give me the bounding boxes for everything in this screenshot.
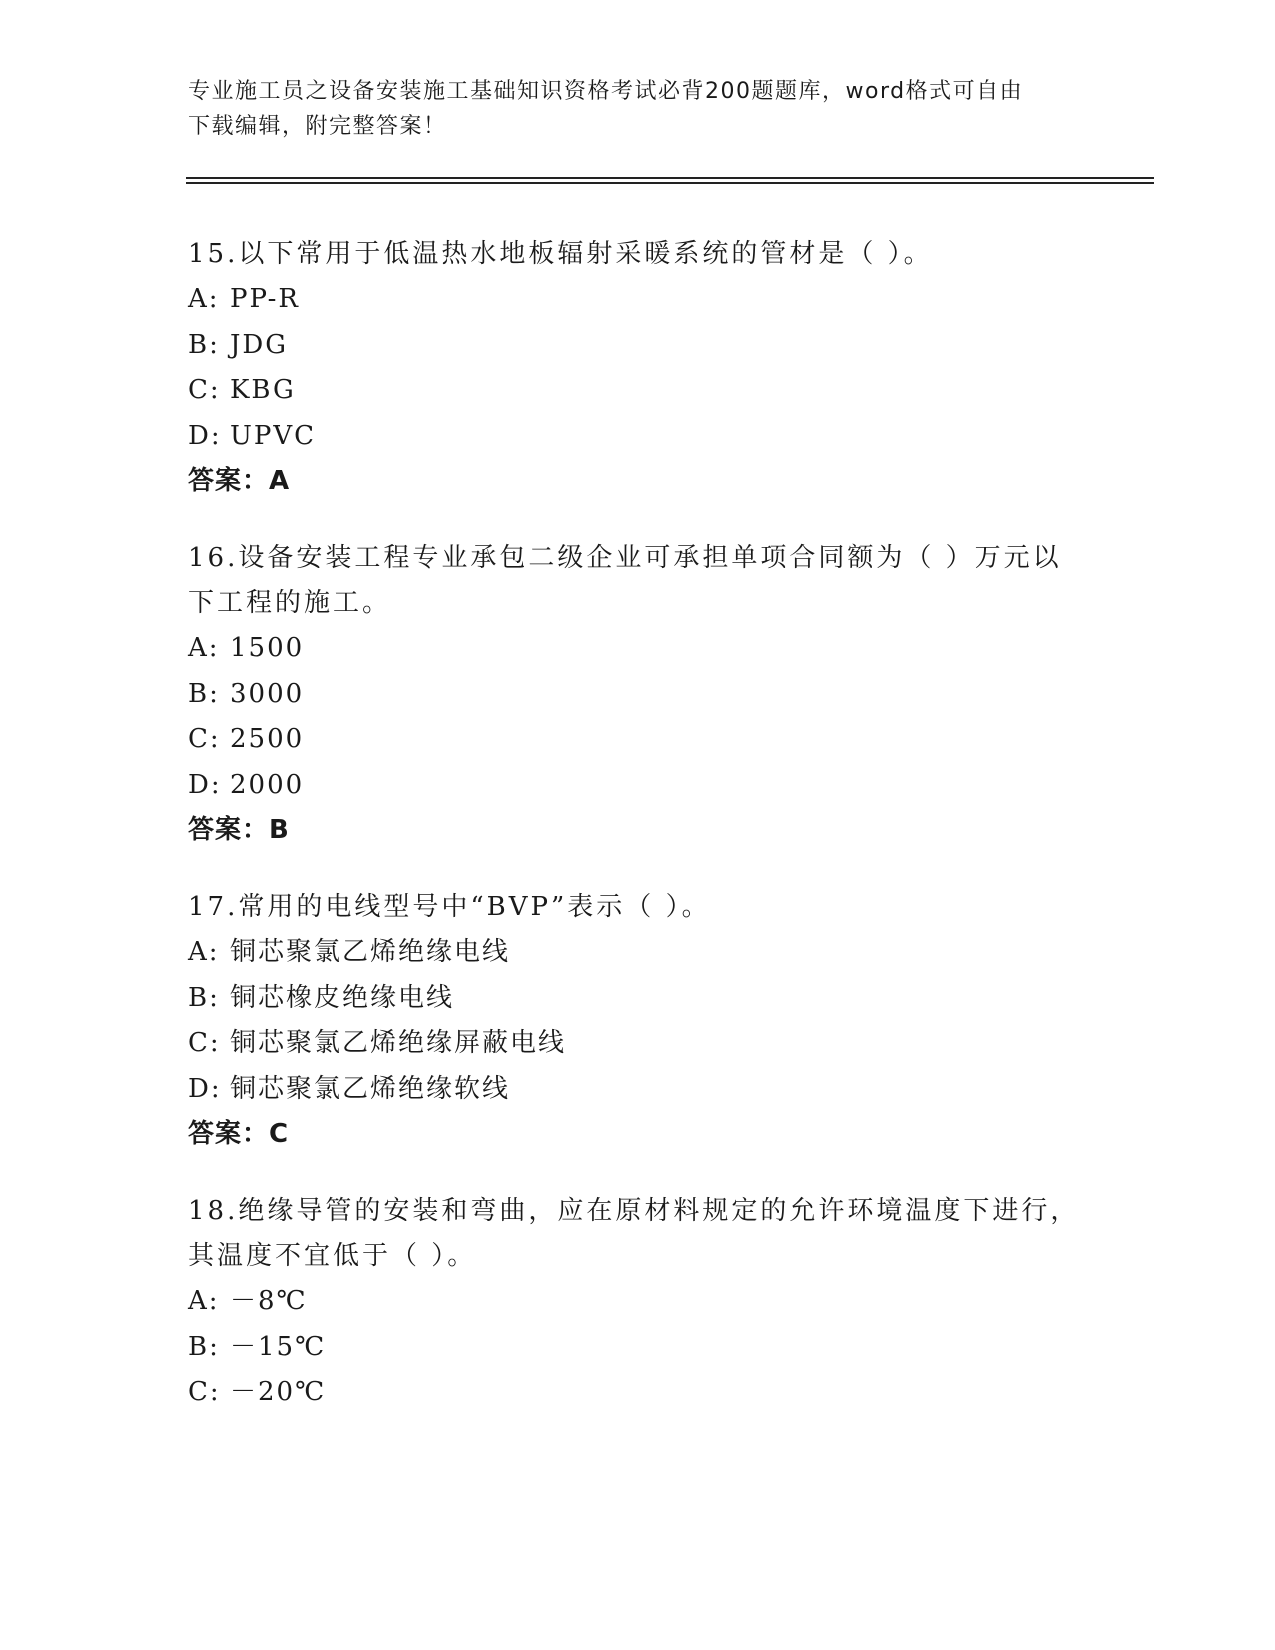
option-key: C: — [188, 375, 221, 405]
option-key: A: — [188, 633, 220, 663]
option-row — [188, 323, 1088, 369]
answer-line: 答案：C — [188, 1119, 290, 1149]
option-text: 铜芯聚氯乙烯绝缘电线 — [230, 937, 511, 967]
option-text: 铜芯聚氯乙烯绝缘软线 — [230, 1073, 511, 1104]
question-stem: 其温度不宜低于（ ）。 — [188, 1241, 477, 1271]
header-line-2: 下载编辑，附完整答案！ — [188, 114, 447, 139]
question-block — [188, 885, 1088, 1157]
option-text: 2000 — [230, 769, 305, 800]
option-key: C: — [188, 1377, 221, 1407]
option-text: 铜芯橡皮绝缘电线 — [230, 982, 455, 1013]
option-row — [188, 1021, 1088, 1067]
option-key: A: — [188, 284, 220, 314]
question-block — [188, 232, 1088, 504]
question-stem: 16.设备安装工程专业承包二级企业可承担单项合同额为（ ）万元以 — [188, 543, 1062, 573]
option-text: －20℃ — [230, 1377, 327, 1407]
option-key: D: — [188, 420, 222, 451]
option-key: D: — [188, 1073, 222, 1104]
question-stem: 下工程的施工。 — [188, 588, 392, 618]
option-text: －15℃ — [230, 1331, 327, 1362]
option-key: B: — [188, 1331, 220, 1362]
answer-line: 答案：B — [188, 815, 290, 845]
option-row — [188, 1279, 1088, 1325]
option-row — [188, 763, 1088, 809]
option-row — [188, 976, 1088, 1022]
option-text: 3000 — [230, 678, 305, 709]
option-row — [188, 1067, 1088, 1113]
option-text: JDG — [230, 329, 289, 360]
option-row — [188, 1370, 1088, 1416]
option-text: 2500 — [230, 724, 305, 754]
question-block — [188, 1189, 1088, 1416]
option-row — [188, 1325, 1088, 1371]
option-key: B: — [188, 678, 220, 709]
option-row — [188, 930, 1088, 976]
header-rule-top — [186, 177, 1154, 179]
option-key: C: — [188, 1028, 221, 1058]
option-key: B: — [188, 329, 220, 360]
question-stem: 17.常用的电线型号中“BVP”表示（ ）。 — [188, 892, 711, 922]
option-row — [188, 717, 1088, 763]
question-block — [188, 536, 1088, 853]
option-key: B: — [188, 982, 220, 1013]
option-text: 1500 — [230, 633, 305, 663]
option-key: C: — [188, 724, 221, 754]
option-row — [188, 414, 1088, 460]
option-text: 铜芯聚氯乙烯绝缘屏蔽电线 — [230, 1028, 567, 1058]
option-row — [188, 368, 1088, 414]
option-key: D: — [188, 769, 222, 800]
question-stem: 15.以下常用于低温热水地板辐射采暖系统的管材是（ ）。 — [188, 239, 933, 269]
question-stem: 18.绝缘导管的安装和弯曲，应在原材料规定的允许环境温度下进行， — [188, 1196, 1080, 1226]
option-key: A: — [188, 1286, 220, 1316]
option-text: －8℃ — [230, 1286, 308, 1316]
answer-line: 答案：A — [188, 466, 291, 496]
option-key: A: — [188, 937, 220, 967]
option-row — [188, 277, 1088, 323]
document-header — [188, 74, 1068, 144]
question-list — [188, 232, 1088, 1448]
option-text: UPVC — [230, 420, 317, 451]
header-rule-bottom — [186, 182, 1154, 184]
option-text: PP-R — [230, 284, 300, 314]
option-row — [188, 626, 1088, 672]
header-line-1: 专业施工员之设备安装施工基础知识资格考试必背200题题库，word格式可自由 — [188, 79, 1024, 104]
option-row — [188, 672, 1088, 718]
option-text: KBG — [230, 375, 296, 405]
